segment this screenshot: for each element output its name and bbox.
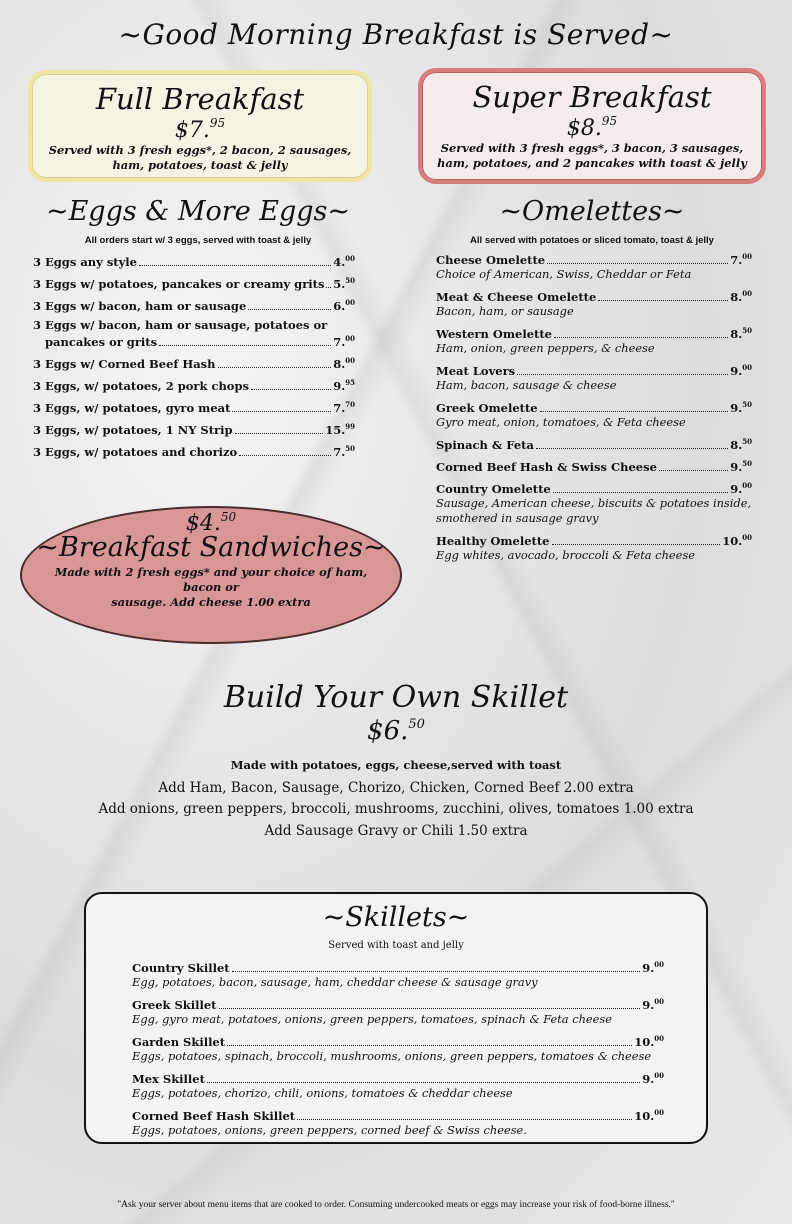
menu-item-name: 3 Eggs, w/ potatoes, 1 NY Strip xyxy=(33,423,233,437)
menu-item-desc: Sausage, American cheese, biscuits & potatoes inside, xyxy=(436,496,752,510)
menu-item-name: Country Omelette xyxy=(436,482,551,496)
build-skillet-price: $6.50 xyxy=(367,716,425,746)
menu-item-desc-cont: smothered in sausage gravy xyxy=(436,511,599,525)
menu-item-price: 6.00 xyxy=(333,298,355,313)
menu-item-name: Corned Beef Hash & Swiss Cheese xyxy=(436,460,657,474)
super-breakfast-title: Super Breakfast xyxy=(472,80,712,114)
menu-item-price: 9.95 xyxy=(333,378,355,393)
menu-item-name: Spinach & Feta xyxy=(436,438,534,452)
menu-item-desc: Gyro meat, onion, tomatoes, & Feta cheese xyxy=(436,415,686,429)
sandwich-price: $4.50 xyxy=(185,510,237,536)
menu-item-name: 3 Eggs, w/ potatoes, 2 pork chops xyxy=(33,379,249,393)
menu-item-price: 10.00 xyxy=(634,1034,664,1049)
menu-item-name: 3 Eggs, w/ potatoes, gyro meat xyxy=(33,401,231,415)
skillet-item xyxy=(132,1106,664,1138)
menu-item-price: 8.00 xyxy=(333,356,355,371)
menu-item-desc: Egg whites, avocado, broccoli & Feta cheese xyxy=(436,548,695,562)
omelettes-section-title: ~Omelettes~ xyxy=(499,196,685,227)
omelette-item xyxy=(436,287,752,319)
menu-item-name: Cheese Omelette xyxy=(436,253,546,267)
egg-item xyxy=(33,252,355,269)
menu-item-price: 7.00 xyxy=(730,252,752,267)
dotted-leader xyxy=(248,309,331,310)
dotted-leader xyxy=(297,1119,632,1120)
egg-item xyxy=(33,376,355,393)
dotted-leader xyxy=(554,337,728,338)
menu-item-name: Meat Lovers xyxy=(436,364,516,378)
menu-item-price: 9.00 xyxy=(642,960,664,975)
egg-item xyxy=(33,442,355,459)
dotted-leader xyxy=(232,411,331,412)
egg-item xyxy=(33,398,355,415)
omelette-item xyxy=(436,479,752,526)
egg-item xyxy=(33,318,355,349)
menu-item-price: 9.00 xyxy=(642,997,664,1012)
menu-item-name: Corned Beef Hash Skillet xyxy=(132,1109,296,1123)
menu-item-price: 8.50 xyxy=(730,437,752,452)
egg-item xyxy=(33,420,355,437)
menu-item-desc: Eggs, potatoes, spinach, broccoli, mushrooms, onions, green peppers, tomatoes & cheese xyxy=(132,1049,652,1063)
omelette-item xyxy=(436,324,752,356)
menu-item-name: Meat & Cheese Omelette xyxy=(436,290,597,304)
menu-item-price: 10.00 xyxy=(722,533,752,548)
egg-item xyxy=(33,274,355,291)
full-breakfast-price: $7.95 xyxy=(174,116,226,143)
skillet-addon-meats: Add Ham, Bacon, Sausage, Chorizo, Chicken, Corned Beef 2.00 extra xyxy=(158,780,634,796)
omelette-item xyxy=(436,457,752,474)
super-breakfast-box xyxy=(418,68,766,184)
menu-item-name: Country Skillet xyxy=(132,961,230,975)
sandwich-desc: Made with 2 fresh eggs* and your choice of ham, bacon or sausage. Add cheese 1.00 extra xyxy=(54,565,368,609)
menu-item-name: Garden Skillet xyxy=(132,1035,226,1049)
omelette-item xyxy=(436,435,752,452)
menu-item-price: 10.00 xyxy=(634,1108,664,1123)
menu-item-desc: Ham, bacon, sausage & cheese xyxy=(436,378,617,392)
menu-item-name-cont: pancakes or grits xyxy=(45,335,158,349)
menu-item-name: 3 Eggs any style xyxy=(33,255,137,269)
full-breakfast-desc: Served with 3 fresh eggs*, 2 bacon, 2 sausages, ham, potatoes, toast & jelly xyxy=(48,143,352,172)
dotted-leader xyxy=(598,300,728,301)
omelettes-section-subtitle: All served with potatoes or sliced tomato, toast & jelly xyxy=(470,235,714,246)
menu-item-name: Healthy Omelette xyxy=(436,534,550,548)
menu-item-name: Mex Skillet xyxy=(132,1072,205,1086)
menu-item-name: Greek Omelette xyxy=(436,401,538,415)
super-breakfast-price: $8.95 xyxy=(566,114,618,141)
menu-item-desc: Ham, onion, green peppers, & cheese xyxy=(436,341,655,355)
super-breakfast-desc: Served with 3 fresh eggs*, 3 bacon, 3 sausages, ham, potatoes, and 2 pancakes with toast & jelly xyxy=(437,141,747,170)
food-safety-disclaimer: "Ask your server about menu items that are cooked to order. Consuming undercooked meats or eggs may increase your risk of food-borne illness." xyxy=(117,1200,675,1210)
skillet-addon-gravy: Add Sausage Gravy or Chili 1.50 extra xyxy=(264,823,528,839)
dotted-leader xyxy=(517,374,728,375)
skillets-box xyxy=(84,892,708,1144)
omelettes-list xyxy=(436,250,752,568)
skillet-item xyxy=(132,995,664,1027)
egg-item xyxy=(33,296,355,313)
breakfast-sandwiches-oval xyxy=(20,506,402,644)
menu-item-price: 7.50 xyxy=(333,444,355,459)
dotted-leader xyxy=(139,265,331,266)
dotted-leader xyxy=(219,1008,641,1009)
menu-item-price: 8.00 xyxy=(730,289,752,304)
skillets-title: ~Skillets~ xyxy=(322,902,470,933)
build-skillet-title: Build Your Own Skillet xyxy=(223,680,569,715)
menu-item-price: 8.50 xyxy=(730,326,752,341)
dotted-leader xyxy=(552,544,721,545)
omelette-item xyxy=(436,250,752,282)
dotted-leader xyxy=(227,1045,632,1046)
dotted-leader xyxy=(232,971,641,972)
eggs-section-title: ~Eggs & More Eggs~ xyxy=(45,196,351,227)
menu-item-desc: Eggs, potatoes, onions, green peppers, corned beef & Swiss cheese. xyxy=(132,1123,527,1137)
menu-item-name: Western Omelette xyxy=(436,327,552,341)
eggs-list xyxy=(33,252,355,464)
dotted-leader xyxy=(326,287,331,288)
skillet-addon-veggies: Add onions, green peppers, broccoli, mushrooms, zucchini, olives, tomatoes 1.00 extra xyxy=(98,801,694,817)
dotted-leader xyxy=(553,492,729,493)
dotted-leader xyxy=(536,448,728,449)
sandwich-title: ~Breakfast Sandwiches~ xyxy=(36,532,386,563)
menu-item-price: 9.50 xyxy=(730,400,752,415)
menu-item-price: 4.00 xyxy=(333,254,355,269)
menu-item-price: 7.70 xyxy=(333,400,355,415)
menu-item-desc: Egg, gyro meat, potatoes, onions, green peppers, tomatoes, spinach & Feta cheese xyxy=(132,1012,612,1026)
menu-item-name: 3 Eggs w/ bacon, ham or sausage xyxy=(33,299,247,313)
dotted-leader xyxy=(239,455,331,456)
skillets-subtitle: Served with toast and jelly xyxy=(328,940,464,951)
dotted-leader xyxy=(207,1082,640,1083)
menu-item-price: 9.50 xyxy=(730,459,752,474)
dotted-leader xyxy=(235,433,324,434)
skillets-list xyxy=(132,958,664,1143)
egg-item xyxy=(33,354,355,371)
menu-item-desc: Egg, potatoes, bacon, sausage, ham, cheddar cheese & sausage gravy xyxy=(132,975,538,989)
skillet-item xyxy=(132,1069,664,1101)
skillet-item xyxy=(132,958,664,990)
menu-item-name: 3 Eggs w/ Corned Beef Hash xyxy=(33,357,216,371)
menu-item-price: 9.00 xyxy=(730,481,752,496)
menu-item-price: 7.00 xyxy=(333,334,355,349)
menu-item-desc: Choice of American, Swiss, Cheddar or Feta xyxy=(436,267,692,281)
dotted-leader xyxy=(218,367,332,368)
omelette-item xyxy=(436,398,752,430)
dotted-leader xyxy=(159,345,331,346)
menu-item-name: 3 Eggs w/ bacon, ham or sausage, potatoes or xyxy=(33,318,328,332)
menu-item-desc: Bacon, ham, or sausage xyxy=(436,304,574,318)
full-breakfast-box xyxy=(28,70,372,182)
omelette-item xyxy=(436,361,752,393)
omelette-item xyxy=(436,531,752,563)
menu-title: ~Good Morning Breakfast is Served~ xyxy=(118,18,674,51)
menu-item-desc: Eggs, potatoes, chorizo, chili, onions, tomatoes & cheddar cheese xyxy=(132,1086,513,1100)
menu-item-price: 15.99 xyxy=(325,422,355,437)
full-breakfast-title: Full Breakfast xyxy=(95,82,305,116)
menu-item-price: 5.50 xyxy=(333,276,355,291)
menu-item-name: 3 Eggs, w/ potatoes and chorizo xyxy=(33,445,238,459)
eggs-section-subtitle: All orders start w/ 3 eggs, served with toast & jelly xyxy=(84,235,312,246)
dotted-leader xyxy=(659,470,728,471)
skillet-item xyxy=(132,1032,664,1064)
menu-item-price: 9.00 xyxy=(730,363,752,378)
dotted-leader xyxy=(251,389,331,390)
dotted-leader xyxy=(540,411,729,412)
dotted-leader xyxy=(547,263,728,264)
build-skillet-made-with: Made with potatoes, eggs, cheese,served with toast xyxy=(230,758,562,772)
menu-item-price: 9.00 xyxy=(642,1071,664,1086)
menu-item-name: 3 Eggs w/ potatoes, pancakes or creamy grits xyxy=(33,277,325,291)
menu-item-name: Greek Skillet xyxy=(132,998,217,1012)
